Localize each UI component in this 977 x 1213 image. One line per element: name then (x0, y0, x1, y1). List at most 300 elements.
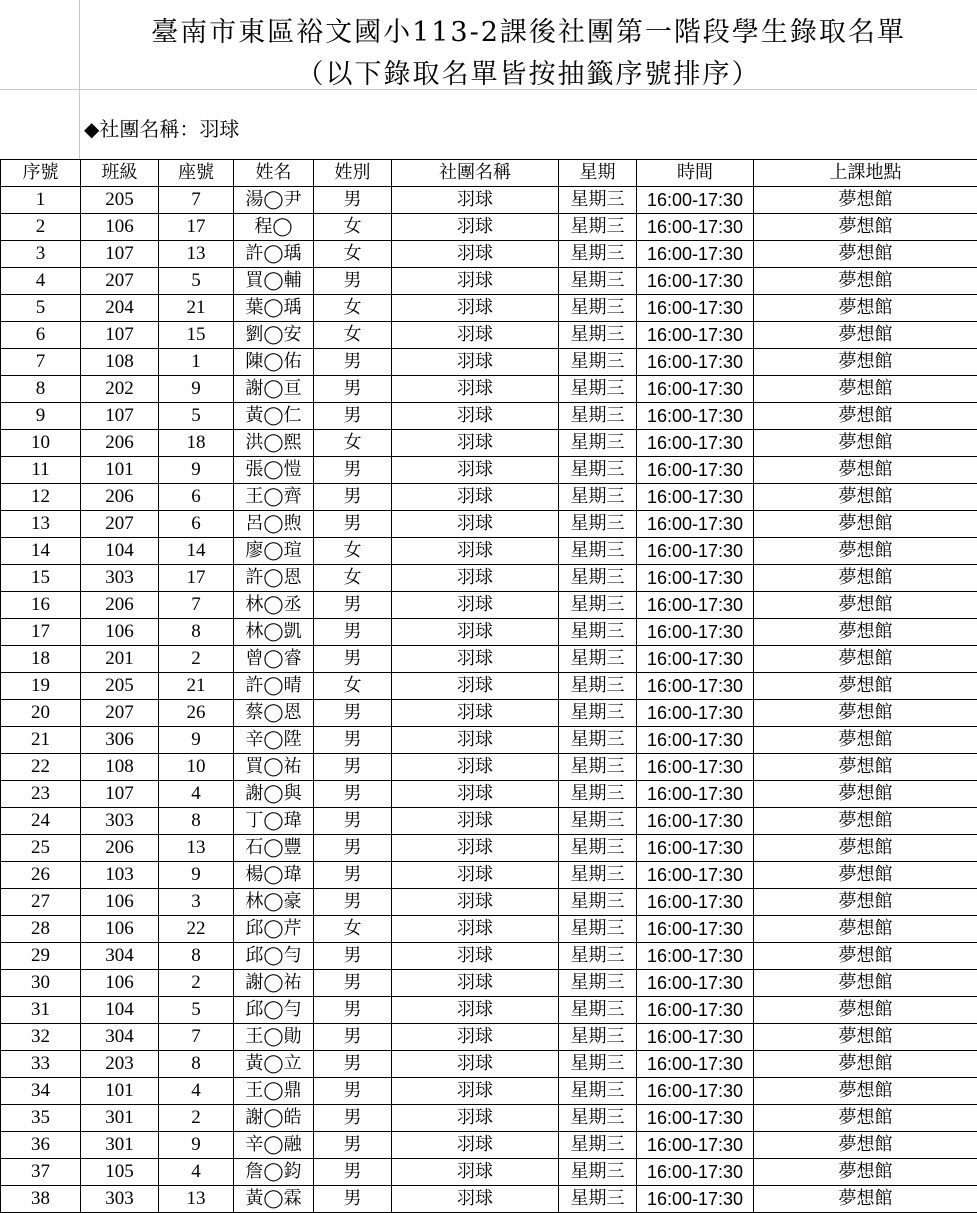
cell-seat: 5 (159, 268, 234, 295)
cell-name: 謝◯亘 (234, 376, 314, 403)
cell-day: 星期三 (559, 511, 637, 538)
cell-place: 夢想館 (754, 349, 977, 376)
cell-seat: 7 (159, 187, 234, 214)
cell-seq: 34 (1, 1078, 81, 1105)
table-row (1, 1186, 977, 1213)
cell-day: 星期三 (559, 781, 637, 808)
cell-club: 羽球 (392, 511, 559, 538)
table-row (1, 565, 977, 592)
cell-place: 夢想館 (754, 214, 977, 241)
cell-name: 邱◯勻 (234, 943, 314, 970)
cell-place: 夢想館 (754, 1051, 977, 1078)
cell-seat: 9 (159, 862, 234, 889)
cell-club: 羽球 (392, 1159, 559, 1186)
cell-place: 夢想館 (754, 1186, 977, 1213)
header-seat: 座號 (159, 160, 234, 187)
cell-class: 107 (81, 781, 159, 808)
cell-gender: 男 (314, 727, 392, 754)
cell-day: 星期三 (559, 1105, 637, 1132)
cell-name: 劉◯安 (234, 322, 314, 349)
cell-seq: 20 (1, 700, 81, 727)
cell-name: 買◯祐 (234, 754, 314, 781)
cell-place: 夢想館 (754, 538, 977, 565)
cell-time: 16:00-17:30 (637, 295, 754, 322)
cell-place: 夢想館 (754, 835, 977, 862)
cell-name: 程◯ (234, 214, 314, 241)
cell-gender: 男 (314, 808, 392, 835)
cell-gender: 女 (314, 214, 392, 241)
cell-seat: 21 (159, 295, 234, 322)
cell-time: 16:00-17:30 (637, 997, 754, 1024)
cell-class: 202 (81, 376, 159, 403)
cell-time: 16:00-17:30 (637, 619, 754, 646)
cell-club: 羽球 (392, 700, 559, 727)
cell-gender: 男 (314, 943, 392, 970)
cell-class: 106 (81, 916, 159, 943)
cell-time: 16:00-17:30 (637, 727, 754, 754)
cell-seq: 35 (1, 1105, 81, 1132)
cell-seq: 13 (1, 511, 81, 538)
cell-place: 夢想館 (754, 295, 977, 322)
cell-name: 王◯鼎 (234, 1078, 314, 1105)
cell-class: 304 (81, 943, 159, 970)
cell-time: 16:00-17:30 (637, 349, 754, 376)
cell-name: 洪◯熙 (234, 430, 314, 457)
cell-time: 16:00-17:30 (637, 457, 754, 484)
cell-name: 呂◯煦 (234, 511, 314, 538)
cell-seq: 7 (1, 349, 81, 376)
cell-place: 夢想館 (754, 646, 977, 673)
document-subtitle: （以下錄取名單皆按抽籤序號排序） (296, 59, 761, 90)
cell-class: 203 (81, 1051, 159, 1078)
cell-day: 星期三 (559, 457, 637, 484)
table-row (1, 511, 977, 538)
cell-place: 夢想館 (754, 727, 977, 754)
cell-class: 106 (81, 619, 159, 646)
table-row (1, 430, 977, 457)
cell-place: 夢想館 (754, 970, 977, 997)
cell-place: 夢想館 (754, 430, 977, 457)
cell-seat: 8 (159, 1051, 234, 1078)
cell-seq: 29 (1, 943, 81, 970)
cell-time: 16:00-17:30 (637, 592, 754, 619)
header-gender: 姓別 (314, 160, 392, 187)
header-place: 上課地點 (754, 160, 977, 187)
cell-club: 羽球 (392, 538, 559, 565)
cell-gender: 男 (314, 646, 392, 673)
cell-place: 夢想館 (754, 187, 977, 214)
cell-class: 301 (81, 1105, 159, 1132)
table-row (1, 646, 977, 673)
cell-place: 夢想館 (754, 997, 977, 1024)
cell-time: 16:00-17:30 (637, 862, 754, 889)
cell-day: 星期三 (559, 1186, 637, 1213)
cell-time: 16:00-17:30 (637, 484, 754, 511)
cell-day: 星期三 (559, 970, 637, 997)
cell-class: 303 (81, 565, 159, 592)
cell-seq: 9 (1, 403, 81, 430)
cell-gender: 男 (314, 268, 392, 295)
cell-place: 夢想館 (754, 1159, 977, 1186)
cell-place: 夢想館 (754, 457, 977, 484)
cell-club: 羽球 (392, 268, 559, 295)
cell-club: 羽球 (392, 727, 559, 754)
table-row (1, 376, 977, 403)
table-row (1, 187, 977, 214)
cell-day: 星期三 (559, 808, 637, 835)
cell-seq: 37 (1, 1159, 81, 1186)
cell-seq: 18 (1, 646, 81, 673)
cell-name: 買◯輔 (234, 268, 314, 295)
cell-time: 16:00-17:30 (637, 1132, 754, 1159)
cell-club: 羽球 (392, 430, 559, 457)
cell-place: 夢想館 (754, 862, 977, 889)
cell-seq: 21 (1, 727, 81, 754)
cell-club: 羽球 (392, 403, 559, 430)
cell-club: 羽球 (392, 565, 559, 592)
cell-seq: 38 (1, 1186, 81, 1213)
cell-gender: 男 (314, 1024, 392, 1051)
cell-day: 星期三 (559, 349, 637, 376)
cell-seq: 22 (1, 754, 81, 781)
cell-name: 詹◯鈞 (234, 1159, 314, 1186)
cell-gender: 女 (314, 565, 392, 592)
cell-seat: 2 (159, 970, 234, 997)
cell-name: 林◯凱 (234, 619, 314, 646)
cell-name: 張◯愷 (234, 457, 314, 484)
cell-name: 謝◯皓 (234, 1105, 314, 1132)
cell-club: 羽球 (392, 916, 559, 943)
cell-time: 16:00-17:30 (637, 673, 754, 700)
cell-time: 16:00-17:30 (637, 700, 754, 727)
cell-day: 星期三 (559, 754, 637, 781)
cell-time: 16:00-17:30 (637, 322, 754, 349)
header-seq: 序號 (1, 160, 81, 187)
table-row (1, 1078, 977, 1105)
cell-seq: 19 (1, 673, 81, 700)
cell-gender: 男 (314, 835, 392, 862)
cell-seat: 8 (159, 619, 234, 646)
cell-club: 羽球 (392, 835, 559, 862)
table-row (1, 754, 977, 781)
cell-seat: 10 (159, 754, 234, 781)
cell-place: 夢想館 (754, 781, 977, 808)
table-row (1, 1159, 977, 1186)
cell-seat: 6 (159, 484, 234, 511)
cell-seq: 36 (1, 1132, 81, 1159)
cell-seat: 7 (159, 1024, 234, 1051)
cell-time: 16:00-17:30 (637, 943, 754, 970)
header-name: 姓名 (234, 160, 314, 187)
cell-time: 16:00-17:30 (637, 268, 754, 295)
cell-gender: 女 (314, 673, 392, 700)
cell-day: 星期三 (559, 835, 637, 862)
cell-club: 羽球 (392, 862, 559, 889)
cell-day: 星期三 (559, 403, 637, 430)
cell-club: 羽球 (392, 592, 559, 619)
cell-place: 夢想館 (754, 1024, 977, 1051)
cell-class: 204 (81, 295, 159, 322)
cell-class: 303 (81, 1186, 159, 1213)
cell-name: 林◯豪 (234, 889, 314, 916)
table-row (1, 997, 977, 1024)
cell-club: 羽球 (392, 241, 559, 268)
cell-gender: 男 (314, 1159, 392, 1186)
table-row (1, 349, 977, 376)
cell-seat: 4 (159, 781, 234, 808)
cell-place: 夢想館 (754, 511, 977, 538)
cell-name: 謝◯與 (234, 781, 314, 808)
table-row (1, 538, 977, 565)
table-row (1, 781, 977, 808)
cell-gender: 男 (314, 349, 392, 376)
table-row (1, 241, 977, 268)
cell-seq: 24 (1, 808, 81, 835)
cell-class: 105 (81, 1159, 159, 1186)
cell-club: 羽球 (392, 1051, 559, 1078)
cell-time: 16:00-17:30 (637, 1078, 754, 1105)
cell-seq: 17 (1, 619, 81, 646)
cell-seq: 1 (1, 187, 81, 214)
cell-class: 108 (81, 754, 159, 781)
cell-seat: 13 (159, 241, 234, 268)
cell-gender: 男 (314, 592, 392, 619)
cell-gender: 男 (314, 619, 392, 646)
cell-seq: 28 (1, 916, 81, 943)
cell-name: 謝◯祐 (234, 970, 314, 997)
cell-class: 104 (81, 997, 159, 1024)
cell-seat: 2 (159, 1105, 234, 1132)
cell-seq: 30 (1, 970, 81, 997)
cell-club: 羽球 (392, 349, 559, 376)
cell-name: 王◯齊 (234, 484, 314, 511)
cell-gender: 男 (314, 970, 392, 997)
cell-club: 羽球 (392, 187, 559, 214)
cell-gender: 男 (314, 1051, 392, 1078)
cell-seat: 9 (159, 1132, 234, 1159)
cell-gender: 女 (314, 916, 392, 943)
table-row (1, 1024, 977, 1051)
club-name-label: ◆社團名稱：羽球 (84, 117, 240, 141)
roster-body (1, 187, 977, 1213)
cell-seat: 26 (159, 700, 234, 727)
cell-gender: 男 (314, 1105, 392, 1132)
cell-seq: 10 (1, 430, 81, 457)
cell-place: 夢想館 (754, 484, 977, 511)
header-class: 班級 (81, 160, 159, 187)
cell-club: 羽球 (392, 1078, 559, 1105)
cell-name: 邱◯芹 (234, 916, 314, 943)
cell-gender: 男 (314, 484, 392, 511)
cell-seq: 6 (1, 322, 81, 349)
cell-place: 夢想館 (754, 673, 977, 700)
cell-day: 星期三 (559, 646, 637, 673)
cell-gender: 男 (314, 187, 392, 214)
header-day: 星期 (559, 160, 637, 187)
cell-place: 夢想館 (754, 592, 977, 619)
cell-club: 羽球 (392, 997, 559, 1024)
cell-seat: 9 (159, 457, 234, 484)
table-row (1, 727, 977, 754)
cell-place: 夢想館 (754, 322, 977, 349)
cell-day: 星期三 (559, 430, 637, 457)
cell-seq: 23 (1, 781, 81, 808)
cell-gender: 男 (314, 754, 392, 781)
cell-day: 星期三 (559, 673, 637, 700)
table-row (1, 592, 977, 619)
cell-place: 夢想館 (754, 268, 977, 295)
cell-time: 16:00-17:30 (637, 430, 754, 457)
cell-gender: 男 (314, 511, 392, 538)
cell-time: 16:00-17:30 (637, 1105, 754, 1132)
cell-seat: 13 (159, 1186, 234, 1213)
cell-place: 夢想館 (754, 403, 977, 430)
cell-place: 夢想館 (754, 1132, 977, 1159)
cell-class: 206 (81, 430, 159, 457)
cell-name: 許◯恩 (234, 565, 314, 592)
cell-gender: 男 (314, 376, 392, 403)
roster-table (0, 159, 977, 1213)
header-club: 社團名稱 (392, 160, 559, 187)
table-row (1, 322, 977, 349)
cell-seq: 33 (1, 1051, 81, 1078)
cell-name: 陳◯佑 (234, 349, 314, 376)
cell-club: 羽球 (392, 781, 559, 808)
cell-seq: 31 (1, 997, 81, 1024)
cell-class: 301 (81, 1132, 159, 1159)
cell-day: 星期三 (559, 538, 637, 565)
cell-seat: 2 (159, 646, 234, 673)
cell-seq: 14 (1, 538, 81, 565)
cell-club: 羽球 (392, 754, 559, 781)
cell-club: 羽球 (392, 619, 559, 646)
cell-name: 湯◯尹 (234, 187, 314, 214)
cell-seat: 6 (159, 511, 234, 538)
cell-seq: 8 (1, 376, 81, 403)
cell-class: 107 (81, 241, 159, 268)
cell-time: 16:00-17:30 (637, 970, 754, 997)
cell-seat: 14 (159, 538, 234, 565)
cell-name: 王◯勛 (234, 1024, 314, 1051)
cell-place: 夢想館 (754, 565, 977, 592)
cell-seat: 4 (159, 1159, 234, 1186)
cell-seat: 8 (159, 943, 234, 970)
cell-gender: 女 (314, 295, 392, 322)
cell-time: 16:00-17:30 (637, 808, 754, 835)
cell-club: 羽球 (392, 457, 559, 484)
table-row (1, 1132, 977, 1159)
cell-place: 夢想館 (754, 943, 977, 970)
cell-place: 夢想館 (754, 376, 977, 403)
cell-day: 星期三 (559, 565, 637, 592)
cell-time: 16:00-17:30 (637, 214, 754, 241)
cell-gender: 女 (314, 538, 392, 565)
cell-time: 16:00-17:30 (637, 403, 754, 430)
cell-name: 廖◯瑄 (234, 538, 314, 565)
cell-seat: 5 (159, 997, 234, 1024)
cell-seq: 15 (1, 565, 81, 592)
cell-gender: 男 (314, 1132, 392, 1159)
cell-time: 16:00-17:30 (637, 916, 754, 943)
cell-day: 星期三 (559, 727, 637, 754)
document-title: 臺南市東區裕文國小113-2課後社團第一階段學生錄取名單 (151, 17, 906, 48)
cell-day: 星期三 (559, 322, 637, 349)
cell-day: 星期三 (559, 592, 637, 619)
header-time: 時間 (637, 160, 754, 187)
cell-seat: 17 (159, 214, 234, 241)
cell-place: 夢想館 (754, 700, 977, 727)
cell-day: 星期三 (559, 916, 637, 943)
cell-day: 星期三 (559, 889, 637, 916)
cell-seq: 27 (1, 889, 81, 916)
cell-class: 107 (81, 403, 159, 430)
table-row (1, 268, 977, 295)
table-row (1, 835, 977, 862)
cell-gender: 男 (314, 889, 392, 916)
cell-day: 星期三 (559, 1159, 637, 1186)
cell-time: 16:00-17:30 (637, 1051, 754, 1078)
cell-seat: 9 (159, 376, 234, 403)
cell-time: 16:00-17:30 (637, 511, 754, 538)
cell-class: 106 (81, 889, 159, 916)
table-row (1, 808, 977, 835)
cell-club: 羽球 (392, 646, 559, 673)
cell-club: 羽球 (392, 1186, 559, 1213)
cell-place: 夢想館 (754, 241, 977, 268)
table-row (1, 943, 977, 970)
cell-seat: 8 (159, 808, 234, 835)
cell-name: 黃◯仁 (234, 403, 314, 430)
cell-place: 夢想館 (754, 754, 977, 781)
cell-place: 夢想館 (754, 889, 977, 916)
cell-seat: 7 (159, 592, 234, 619)
cell-class: 207 (81, 268, 159, 295)
cell-seat: 21 (159, 673, 234, 700)
cell-day: 星期三 (559, 484, 637, 511)
cell-time: 16:00-17:30 (637, 835, 754, 862)
cell-name: 丁◯瑋 (234, 808, 314, 835)
cell-club: 羽球 (392, 943, 559, 970)
cell-time: 16:00-17:30 (637, 565, 754, 592)
cell-place: 夢想館 (754, 808, 977, 835)
table-row (1, 403, 977, 430)
cell-seat: 15 (159, 322, 234, 349)
cell-gender: 男 (314, 1078, 392, 1105)
cell-gender: 女 (314, 322, 392, 349)
table-row (1, 1051, 977, 1078)
table-row (1, 295, 977, 322)
cell-club: 羽球 (392, 322, 559, 349)
cell-name: 蔡◯恩 (234, 700, 314, 727)
cell-club: 羽球 (392, 889, 559, 916)
cell-time: 16:00-17:30 (637, 1159, 754, 1186)
cell-time: 16:00-17:30 (637, 754, 754, 781)
cell-class: 206 (81, 835, 159, 862)
cell-day: 星期三 (559, 295, 637, 322)
cell-club: 羽球 (392, 214, 559, 241)
cell-gender: 男 (314, 781, 392, 808)
cell-time: 16:00-17:30 (637, 187, 754, 214)
cell-day: 星期三 (559, 214, 637, 241)
cell-name: 黃◯立 (234, 1051, 314, 1078)
table-row (1, 889, 977, 916)
cell-name: 葉◯瑀 (234, 295, 314, 322)
cell-seq: 3 (1, 241, 81, 268)
cell-place: 夢想館 (754, 916, 977, 943)
cell-club: 羽球 (392, 484, 559, 511)
cell-club: 羽球 (392, 295, 559, 322)
cell-name: 許◯晴 (234, 673, 314, 700)
